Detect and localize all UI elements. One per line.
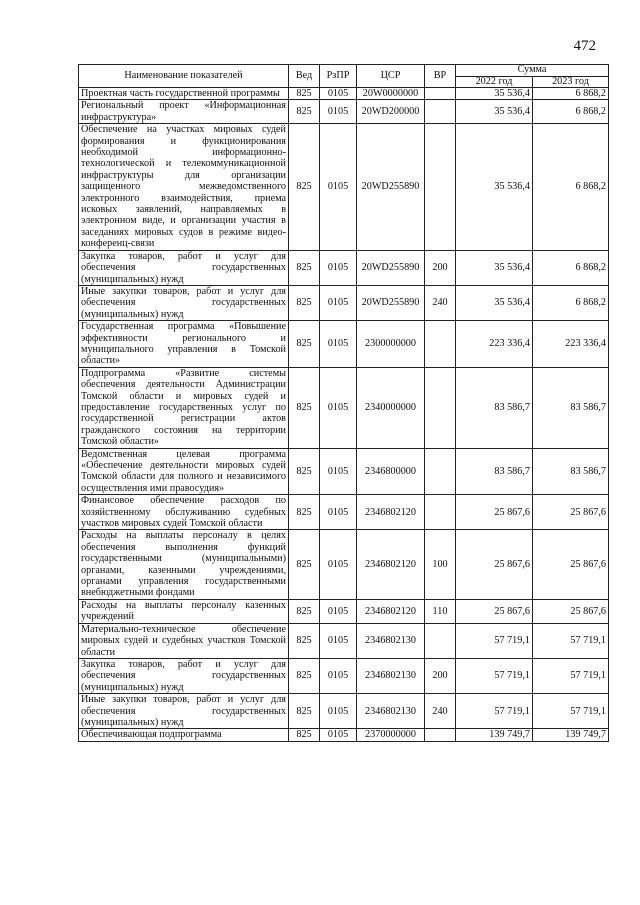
row-rzpr: 0105 <box>320 495 357 530</box>
row-vr <box>425 367 456 448</box>
row-sum-2023: 25 867,6 <box>533 599 609 623</box>
row-name: Обеспечивающая подпрограмма <box>79 729 289 741</box>
row-sum-2022: 83 586,7 <box>456 448 533 495</box>
row-name: Материально-техническое обеспечение мировых судей и судебных участков Томской области <box>79 623 289 658</box>
row-sum-2022: 35 536,4 <box>456 88 533 100</box>
header-ved: Вед <box>289 65 320 88</box>
row-ved: 825 <box>289 285 320 320</box>
row-name: Подпрограмма «Развитие системы обеспечения деятельности Администрации Томской области и мировых судей и предоставление государственных услуг по государственной регистрации актов гражданского состояния на территории Томской области» <box>79 367 289 448</box>
row-rzpr: 0105 <box>320 285 357 320</box>
row-sum-2022: 223 336,4 <box>456 321 533 368</box>
row-rzpr: 0105 <box>320 623 357 658</box>
row-sum-2023: 6 868,2 <box>533 285 609 320</box>
page-number: 472 <box>573 38 596 54</box>
row-csr: 20W0000000 <box>357 88 425 100</box>
row-csr: 2370000000 <box>357 729 425 741</box>
table-row <box>79 250 609 285</box>
table-row <box>79 729 609 741</box>
table-row <box>79 530 609 599</box>
row-rzpr: 0105 <box>320 694 357 729</box>
row-vr: 240 <box>425 285 456 320</box>
row-sum-2023: 223 336,4 <box>533 321 609 368</box>
row-vr <box>425 623 456 658</box>
row-sum-2022: 139 749,7 <box>456 729 533 741</box>
row-csr: 2346802120 <box>357 530 425 599</box>
table-row <box>79 495 609 530</box>
row-name: Финансовое обеспечение расходов по хозяйственному обслуживанию судебных участков мировых судей Томской области <box>79 495 289 530</box>
row-sum-2023: 25 867,6 <box>533 495 609 530</box>
row-ved: 825 <box>289 658 320 693</box>
row-csr: 2340000000 <box>357 367 425 448</box>
row-sum-2022: 57 719,1 <box>456 658 533 693</box>
row-ved: 825 <box>289 729 320 741</box>
row-csr: 2346802130 <box>357 658 425 693</box>
row-csr: 2346802130 <box>357 694 425 729</box>
row-ved: 825 <box>289 88 320 100</box>
row-ved: 825 <box>289 694 320 729</box>
row-name: Закупка товаров, работ и услуг для обеспечения государственных (муниципальных) нужд <box>79 250 289 285</box>
row-sum-2023: 6 868,2 <box>533 250 609 285</box>
table-row <box>79 285 609 320</box>
row-sum-2022: 83 586,7 <box>456 367 533 448</box>
row-rzpr: 0105 <box>320 658 357 693</box>
row-vr <box>425 321 456 368</box>
budget-table <box>78 64 609 742</box>
row-sum-2023: 6 868,2 <box>533 88 609 100</box>
row-ved: 825 <box>289 250 320 285</box>
table-header <box>79 65 609 88</box>
row-rzpr: 0105 <box>320 729 357 741</box>
row-csr: 2346800000 <box>357 448 425 495</box>
row-csr: 2346802120 <box>357 495 425 530</box>
row-name: Обеспечение на участках мировых судей формирования и функционирования необходимой информационно-технологической и телекоммуникационной инфраструктуры для организации защищенного межведомственного электронного взаимодействия, приема исковых заявлений, направляемых в электронном виде, и организации участия в заседаниях мировых судов в режиме видео-конференц-связи <box>79 124 289 250</box>
row-name: Проектная часть государственной программы <box>79 88 289 100</box>
header-vr: ВР <box>425 65 456 88</box>
row-name: Государственная программа «Повышение эффективности регионального и муниципального управления в Томской области» <box>79 321 289 368</box>
table-row <box>79 623 609 658</box>
row-csr: 2300000000 <box>357 321 425 368</box>
row-ved: 825 <box>289 367 320 448</box>
table-row <box>79 321 609 368</box>
row-sum-2022: 57 719,1 <box>456 623 533 658</box>
row-sum-2022: 25 867,6 <box>456 495 533 530</box>
row-ved: 825 <box>289 124 320 250</box>
header-year-2022: 2022 год <box>456 76 533 88</box>
header-name: Наименование показателей <box>79 65 289 88</box>
row-vr: 100 <box>425 530 456 599</box>
row-name: Расходы на выплаты персоналу в целях обеспечения выполнения функций государственными (муниципальными) органами, казенными учреждениями, органами управления государственными внебюджетными фондами <box>79 530 289 599</box>
row-sum-2023: 57 719,1 <box>533 623 609 658</box>
header-year-2023: 2023 год <box>533 76 609 88</box>
row-vr <box>425 495 456 530</box>
row-ved: 825 <box>289 599 320 623</box>
row-ved: 825 <box>289 100 320 124</box>
table-row <box>79 88 609 100</box>
row-vr <box>425 100 456 124</box>
row-csr: 20WD255890 <box>357 285 425 320</box>
row-csr: 20WD200000 <box>357 100 425 124</box>
row-sum-2022: 35 536,4 <box>456 285 533 320</box>
row-sum-2023: 139 749,7 <box>533 729 609 741</box>
row-rzpr: 0105 <box>320 599 357 623</box>
row-vr <box>425 448 456 495</box>
row-ved: 825 <box>289 448 320 495</box>
table-row <box>79 124 609 250</box>
header-sum: Сумма <box>456 65 609 77</box>
row-vr: 200 <box>425 250 456 285</box>
row-rzpr: 0105 <box>320 448 357 495</box>
header-rzpr: РзПР <box>320 65 357 88</box>
row-sum-2022: 35 536,4 <box>456 250 533 285</box>
row-rzpr: 0105 <box>320 367 357 448</box>
row-rzpr: 0105 <box>320 321 357 368</box>
row-name: Ведомственная целевая программа «Обеспечение деятельности мировых судей Томской области для полного и независимого осуществления ими правосудия» <box>79 448 289 495</box>
row-ved: 825 <box>289 495 320 530</box>
row-sum-2023: 57 719,1 <box>533 694 609 729</box>
header-csr: ЦСР <box>357 65 425 88</box>
row-rzpr: 0105 <box>320 88 357 100</box>
row-sum-2023: 57 719,1 <box>533 658 609 693</box>
row-vr <box>425 124 456 250</box>
row-name: Иные закупки товаров, работ и услуг для обеспечения государственных (муниципальных) нужд <box>79 285 289 320</box>
row-name: Закупка товаров, работ и услуг для обеспечения государственных (муниципальных) нужд <box>79 658 289 693</box>
row-ved: 825 <box>289 321 320 368</box>
row-vr: 110 <box>425 599 456 623</box>
row-rzpr: 0105 <box>320 124 357 250</box>
row-vr: 240 <box>425 694 456 729</box>
row-sum-2022: 57 719,1 <box>456 694 533 729</box>
row-name: Региональный проект «Информационная инфраструктура» <box>79 100 289 124</box>
row-sum-2022: 35 536,4 <box>456 100 533 124</box>
row-vr <box>425 88 456 100</box>
table-row <box>79 694 609 729</box>
row-name: Расходы на выплаты персоналу казенных учреждений <box>79 599 289 623</box>
row-csr: 2346802120 <box>357 599 425 623</box>
row-ved: 825 <box>289 530 320 599</box>
row-csr: 20WD255890 <box>357 124 425 250</box>
row-rzpr: 0105 <box>320 530 357 599</box>
table-row <box>79 100 609 124</box>
row-csr: 20WD255890 <box>357 250 425 285</box>
row-sum-2023: 6 868,2 <box>533 100 609 124</box>
row-rzpr: 0105 <box>320 100 357 124</box>
row-vr <box>425 729 456 741</box>
table-row <box>79 658 609 693</box>
row-name: Иные закупки товаров, работ и услуг для обеспечения государственных (муниципальных) нужд <box>79 694 289 729</box>
row-vr: 200 <box>425 658 456 693</box>
row-sum-2023: 6 868,2 <box>533 124 609 250</box>
row-rzpr: 0105 <box>320 250 357 285</box>
table-row <box>79 367 609 448</box>
row-sum-2022: 25 867,6 <box>456 530 533 599</box>
row-sum-2023: 25 867,6 <box>533 530 609 599</box>
table-row <box>79 599 609 623</box>
row-csr: 2346802130 <box>357 623 425 658</box>
row-sum-2022: 35 536,4 <box>456 124 533 250</box>
row-ved: 825 <box>289 623 320 658</box>
table-body <box>79 88 609 742</box>
table-row <box>79 448 609 495</box>
row-sum-2023: 83 586,7 <box>533 448 609 495</box>
row-sum-2022: 25 867,6 <box>456 599 533 623</box>
row-sum-2023: 83 586,7 <box>533 367 609 448</box>
